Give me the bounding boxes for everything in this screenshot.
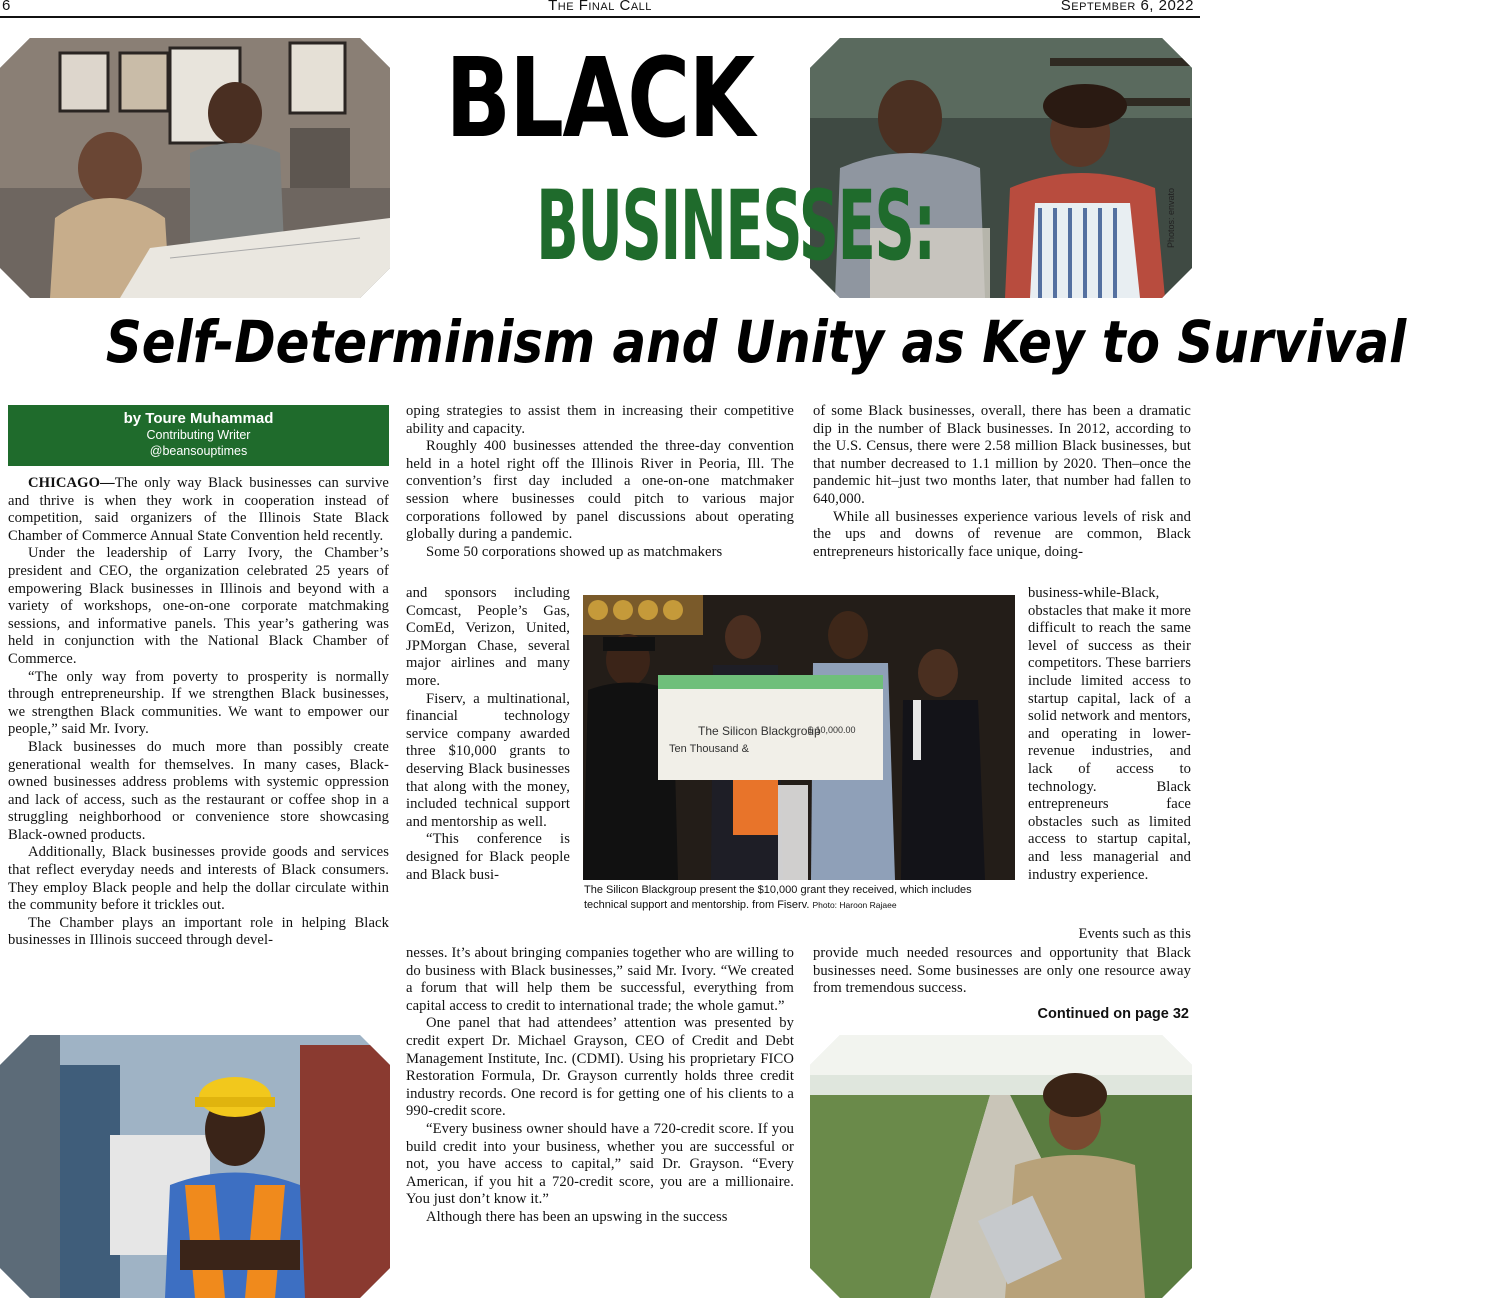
- paragraph: provide much needed resources and opportunity that Black businesses need. Some businesses are only one resource away from tremendous success.: [813, 945, 1191, 997]
- issue-date: September 6, 2022: [1060, 0, 1194, 14]
- publication-name: The Final Call: [548, 0, 652, 14]
- author-name: by Toure Muhammad: [123, 410, 274, 427]
- paragraph: Fiserv, a multinational, financial technology service company awarded three $10,000 grants to deserving Black businesses that along with the money, included technical support and mentorship as well.: [406, 690, 570, 830]
- paragraph: Additionally, Black businesses provide goods and services that reflect everyday needs and interests of Black consumers. They employ Black people and help the dollar circulate within the community before it trickles out.: [8, 844, 389, 914]
- dateline: CHICAGO—: [28, 475, 115, 491]
- paragraph: “Every business owner should have a 720-credit score. If you build credit into your business, whether you are successful or not, you have access to capital,” said Dr. Grayson. “Every American, if you hit a 720-credit score, you are a millionaire. You just don’t know it.”: [406, 1120, 794, 1208]
- paragraph: Under the leadership of Larry Ivory, the Chamber’s president and CEO, the organization celebrated 25 years of empowering Black businesses in Illinois and beyond with a variety of workshops, one-on-one corporate matchmaking sessions, and informative panels. This year’s gathering was held in conjunction with the National Black Chamber of Commerce.: [8, 545, 389, 667]
- check-presentation-photo: [583, 595, 1015, 880]
- header-rule: [0, 16, 1200, 18]
- photo-credit: Photos: envato: [1166, 187, 1176, 248]
- photo-caption: [584, 883, 1016, 913]
- check-amount-words: Ten Thousand &: [669, 743, 749, 755]
- article-column-3-lower: [813, 945, 1191, 998]
- article-column-3: [813, 403, 1191, 561]
- article-column-2: [406, 403, 794, 561]
- subheadline: Self-Determinism and Unity as Key to Survival: [105, 308, 1407, 376]
- article-column-1: [8, 475, 389, 950]
- paragraph: Roughly 400 businesses attended the three-day convention held in a hotel right off the Illinois River in Peoria, Ill. The convention’s first day included a one-on-one matchmaker session where businesses could pitch to various major corporations followed by panel discussions about operating globally during a pandemic.: [406, 438, 794, 543]
- office-photo: [0, 38, 390, 298]
- paragraph: Events such as this: [1078, 926, 1191, 942]
- article-column-3-wrap: [1028, 585, 1191, 884]
- caption-text: The Silicon Blackgroup present the $10,000 grant they received, which includes technical support and mentorship. from Fiserv.: [584, 884, 972, 911]
- paragraph: “This conference is designed for Black people and Black busi-: [406, 831, 570, 883]
- headline-line1: BLACK: [445, 34, 755, 162]
- continued-link[interactable]: Continued on page 32: [1037, 1006, 1189, 1022]
- check-payee: The Silicon Blackgroup: [698, 724, 821, 738]
- author-handle: @beansouptimes: [149, 444, 248, 458]
- paragraph: oping strategies to assist them in increasing their competitive ability and capacity.: [406, 403, 794, 437]
- paragraph: Some 50 corporations showed up as matchmakers: [426, 543, 723, 560]
- paragraph: The Chamber plays an important role in helping Black businesses in Illinois succeed through devel-: [8, 914, 389, 949]
- paragraph: and sponsors including Comcast, People’s Gas, ComEd, Verizon, United, JPMorgan Chase, several major airlines and many more.: [406, 585, 570, 689]
- paragraph: “The only way from poverty to prosperity is normally through entrepreneurship. If we strengthen Black businesses, we strengthen Black communities. We want to empower our people,” said Mr. Ivory.: [8, 668, 389, 738]
- paragraph: business-while-Black, obstacles that make it more difficult to reach the same level of success as their competitors. These barriers include limited access to startup capital, lack of a solid network and mentors, and operating in lower-revenue industries, and lack of access to technology. Black entrepreneurs face obstacles such as limited access to startup capital, and less managerial and industry experience.: [1028, 585, 1191, 883]
- paragraph: While all businesses experience various levels of risk and the ups and downs of revenue are common, Black entrepreneurs historically face unique, doing-: [813, 508, 1191, 560]
- paragraph: The only way Black businesses can survive and thrive is when they work in cooperation instead of competition, said organizers of the Illinois State Black Chamber of Commerce Annual State Convention held recently.: [8, 475, 389, 544]
- paragraph: Although there has been an upswing in the success: [426, 1208, 728, 1225]
- byline-box: [8, 405, 389, 466]
- paragraph: of some Black businesses, overall, there has been a dramatic dip in the number of Black businesses. In 2012, according to the U.S. Census, there were 2.58 million Black businesses, but that number decreased to 1.1 million by 2020. Then–once the pandemic hit–just two months later, that number had fallen to 640,000.: [813, 403, 1191, 507]
- paragraph: Black businesses do much more than possibly create generational wealth for themselves. In many cases, Black-owned businesses address problems with systemic oppression and lack of access, such as the restaurant or coffee shop in a struggling neighborhood or convenience store showcasing Black-owned products.: [8, 738, 389, 843]
- paragraph: nesses. It’s about bringing companies together who are willing to do business with Black businesses,” said Mr. Ivory. “We created a forum that will help them be successful, everything from capital access to credit to international trade; the whole gamut.”: [406, 945, 794, 1014]
- paragraph: One panel that had attendees’ attention was presented by credit expert Dr. Michael Grayson, CEO of Credit and Debt Management Institute, Inc. (CDMI). Using his proprietary FICO Restoration Formula, Dr. Grayson currently holds three credit industry records. One record is for getting one of his clients to a 990-credit score.: [406, 1015, 794, 1120]
- article-column-2-wrap: [406, 585, 570, 884]
- check-amount: $ 10,000.00: [808, 725, 856, 735]
- caption-credit: Photo: Haroon Rajaee: [812, 900, 897, 910]
- author-role: Contributing Writer: [146, 428, 251, 442]
- headline-line2: BUSINESSES:: [536, 170, 935, 282]
- article-column-2-lower: [406, 945, 794, 1227]
- greenhouse-photo: [810, 1035, 1192, 1298]
- page-number: 6: [2, 0, 11, 14]
- construction-worker-photo: [0, 1035, 390, 1298]
- article-column-3-events: [1028, 926, 1191, 944]
